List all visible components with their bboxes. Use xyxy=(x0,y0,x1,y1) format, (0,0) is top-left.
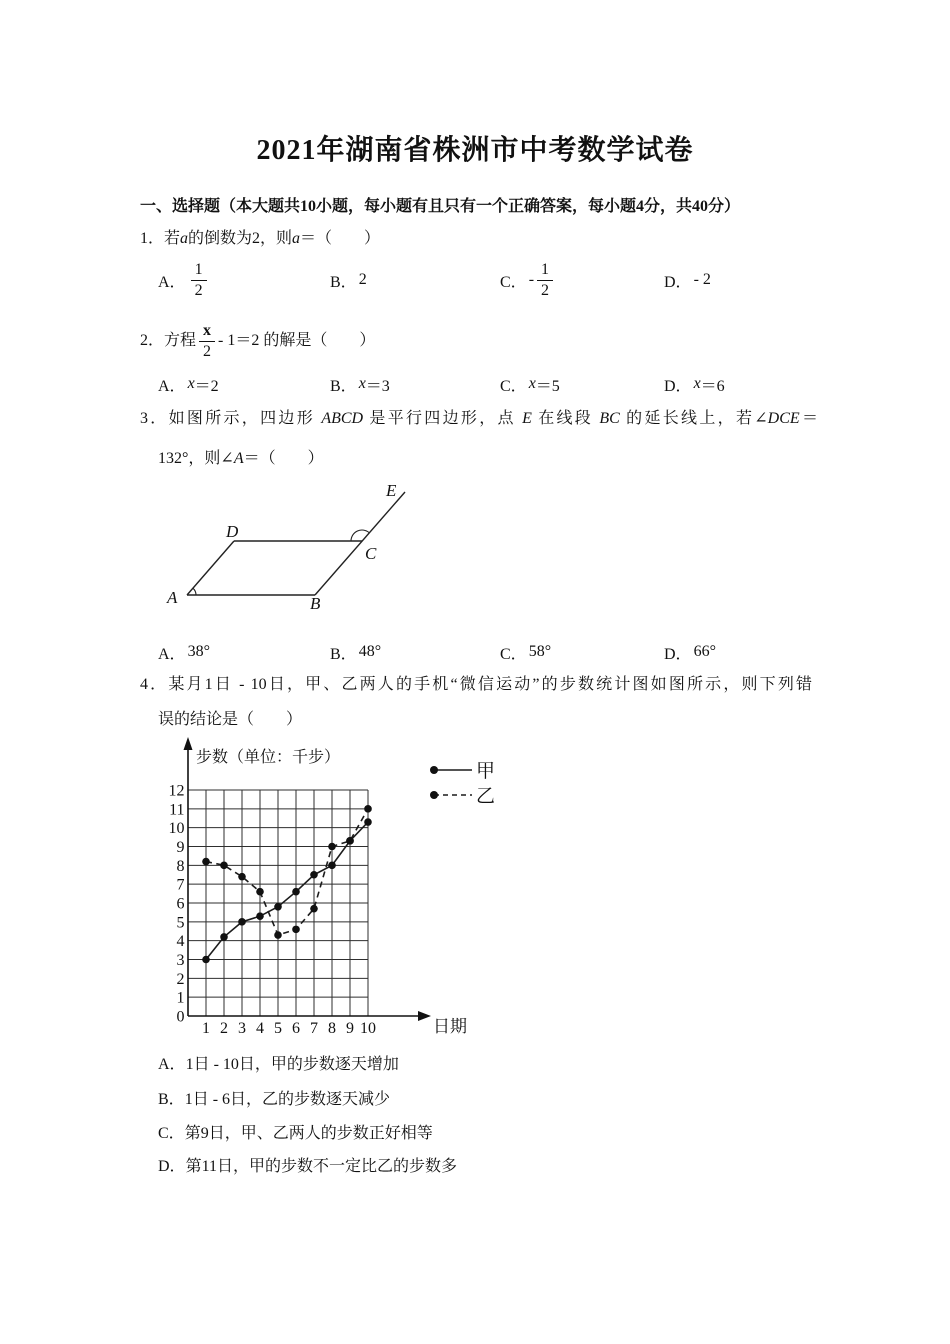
question-3-options xyxy=(140,640,860,664)
data-point-jia xyxy=(310,871,318,879)
vertex-label-B: B xyxy=(310,594,321,613)
question-2-options xyxy=(140,372,860,396)
option-4c: C．第9日，甲、乙两人的步数正好相等 xyxy=(158,1125,433,1142)
data-point-yi xyxy=(310,905,318,913)
page-title: 2021年湖南省株洲市中考数学试卷 xyxy=(256,135,694,166)
legend-label-jia: 甲 xyxy=(476,761,496,782)
angle-arc-A xyxy=(193,588,196,595)
question-1-stem: 1．若 a 的倒数为2，则 a ＝（ ） xyxy=(140,230,381,247)
option-2c: C． x ＝5 xyxy=(500,375,560,395)
data-point-jia xyxy=(202,956,210,964)
legend-label-yi: 乙 xyxy=(476,786,496,807)
data-point-jia xyxy=(238,918,246,926)
option-1b: B． 2 xyxy=(330,271,367,291)
data-point-jia xyxy=(328,862,336,870)
y-tick-label: 6 xyxy=(176,895,185,913)
option-2a: A． x ＝2 xyxy=(158,375,219,395)
y-tick-label: 1 xyxy=(176,989,185,1007)
option-4d: D．第11日，甲的步数不一定比乙的步数多 xyxy=(158,1158,457,1175)
x-tick-label: 1 xyxy=(202,1020,210,1037)
data-point-yi xyxy=(238,873,246,881)
y-tick-label: 10 xyxy=(168,820,185,838)
data-point-yi xyxy=(328,843,336,851)
x-tick-label: 6 xyxy=(292,1020,300,1037)
y-tick-label: 12 xyxy=(168,782,185,800)
vertex-label-C: C xyxy=(365,544,377,563)
question-4-stem-line2: 误的结论是（ ） xyxy=(158,711,303,728)
x-axis-title: 日期 xyxy=(433,1017,467,1036)
data-point-yi xyxy=(256,888,264,896)
y-tick-label: 11 xyxy=(169,801,185,819)
y-tick-label: 8 xyxy=(176,857,185,875)
option-3c: C． 58° xyxy=(500,643,552,663)
parallelogram-figure xyxy=(150,477,430,627)
x-tick-label: 8 xyxy=(328,1020,336,1037)
y-tick-label: 9 xyxy=(176,839,185,856)
data-point-jia xyxy=(364,818,372,826)
y-tick-label: 4 xyxy=(176,933,185,951)
data-point-jia xyxy=(220,933,228,941)
data-point-yi xyxy=(220,862,228,870)
option-2d: D． x ＝6 xyxy=(664,375,725,395)
x-tick-label: 10 xyxy=(360,1020,376,1037)
option-1a: A． $\frac{1}{2}$ xyxy=(158,252,210,308)
y-tick-label: 2 xyxy=(176,970,185,988)
x-tick-label: 5 xyxy=(274,1020,282,1037)
option-1d: D． - 2 xyxy=(664,271,711,291)
x-tick-label: 7 xyxy=(310,1020,318,1037)
steps-line-chart xyxy=(165,737,565,1049)
x-tick-label: 9 xyxy=(346,1020,354,1037)
question-1-options xyxy=(140,252,860,308)
x-tick-label: 3 xyxy=(238,1020,246,1037)
option-1c: C． - $\frac{1}{2}$ xyxy=(500,252,556,308)
y-axis-arrow xyxy=(184,737,193,750)
y-tick-label: 0 xyxy=(176,1008,185,1026)
question-2-stem: 2．方程 $\frac{x}{2}$ - 1＝2 的解是（ ） xyxy=(140,321,376,360)
x-axis-arrow xyxy=(418,1011,431,1021)
y-axis-title: 步数（单位：千步） xyxy=(196,749,341,766)
question-3-stem-line2: 132°，则∠A＝（ ） xyxy=(158,450,324,467)
option-4b: B．1日 - 6日，乙的步数逐天减少 xyxy=(158,1091,391,1108)
question-4-stem-line1: 4．某月1日 - 10日，甲、乙两人的手机“微信运动”的步数统计图如图所示，则下列错 xyxy=(140,676,812,693)
data-point-jia xyxy=(274,903,282,911)
x-tick-label: 2 xyxy=(220,1020,228,1037)
chart-legend xyxy=(430,761,495,807)
question-3-stem-line1: 3．如图所示，四边形 ABCD 是平行四边形，点 E 在线段 BC 的延长线上，若∠DCE＝ xyxy=(140,410,818,427)
chart-axes xyxy=(188,743,423,1016)
data-point-yi xyxy=(346,837,354,845)
vertex-label-E: E xyxy=(386,481,397,500)
option-2b: B． x ＝3 xyxy=(330,375,390,395)
option-3d: D． 66° xyxy=(664,643,716,663)
data-point-yi xyxy=(364,805,372,813)
data-point-yi xyxy=(202,858,210,866)
vertex-label-D: D xyxy=(226,522,239,541)
vertex-label-A: A xyxy=(167,588,178,607)
x-tick-label: 4 xyxy=(256,1020,264,1037)
option-3b: B． 48° xyxy=(330,643,382,663)
data-point-yi xyxy=(292,926,300,934)
data-point-jia xyxy=(256,912,264,920)
y-tick-label: 7 xyxy=(176,876,185,894)
option-4a: A．1日 - 10日，甲的步数逐天增加 xyxy=(158,1056,399,1073)
data-point-yi xyxy=(274,931,282,939)
option-3a: A． 38° xyxy=(158,643,210,663)
y-tick-label: 5 xyxy=(176,914,185,932)
data-point-jia xyxy=(292,888,300,896)
section-heading: 一、选择题（本大题共10小题，每小题有且只有一个正确答案，每小题4分，共40分） xyxy=(140,198,741,215)
y-tick-label: 3 xyxy=(176,952,185,969)
